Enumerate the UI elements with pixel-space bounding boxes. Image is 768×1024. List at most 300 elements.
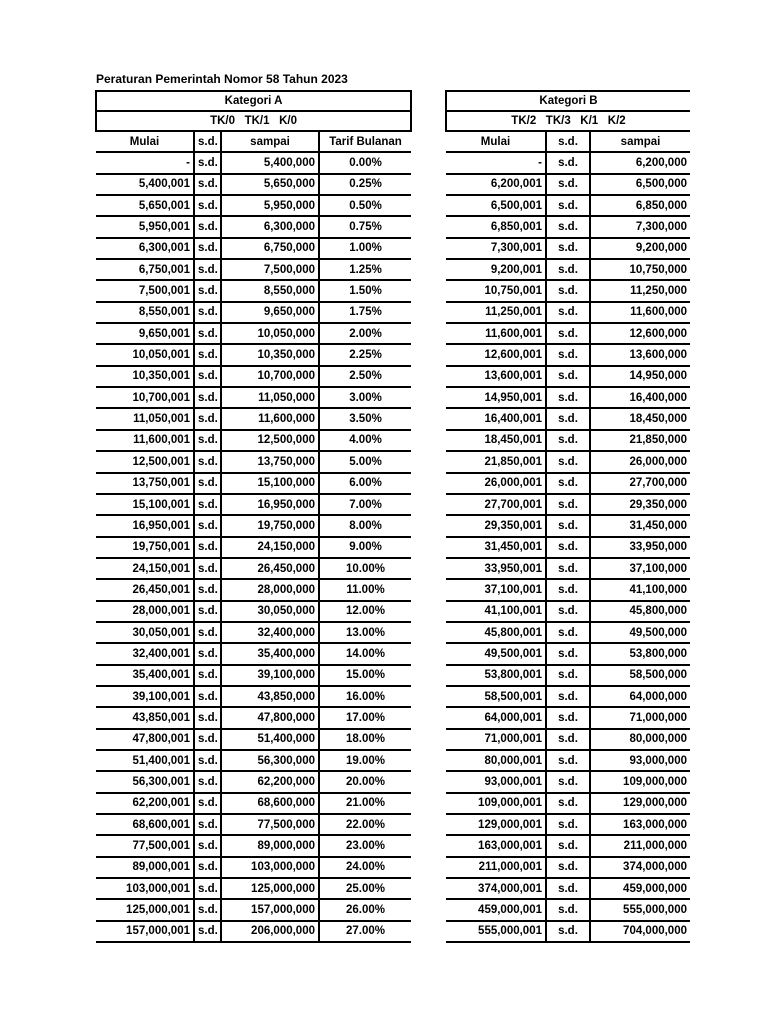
cell-sampai: 39,100,000 <box>221 665 319 686</box>
cell-mulai: 71,000,001 <box>446 729 546 750</box>
cell-sampai: 14,950,000 <box>590 366 690 387</box>
cell-sampai: 7,300,000 <box>590 216 690 237</box>
kategori-b-table <box>445 90 690 943</box>
cell-sd: s.d. <box>546 174 590 195</box>
cell-mulai: 6,500,001 <box>446 195 546 216</box>
cell-mulai: 8,550,001 <box>96 302 194 323</box>
cell-mulai: 21,850,001 <box>446 451 546 472</box>
table-row <box>446 323 690 344</box>
table-row <box>446 451 690 472</box>
table-row <box>96 195 411 216</box>
cell-mulai: 12,600,001 <box>446 344 546 365</box>
cell-mulai: 47,800,001 <box>96 729 194 750</box>
table-row <box>96 216 411 237</box>
cell-sd: s.d. <box>546 408 590 429</box>
cell-mulai: 77,500,001 <box>96 835 194 856</box>
cell-sampai: 6,850,000 <box>590 195 690 216</box>
column-header-sd: s.d. <box>194 131 221 152</box>
table-row <box>446 387 690 408</box>
cell-mulai: 103,000,001 <box>96 878 194 899</box>
cell-mulai: 11,600,001 <box>96 430 194 451</box>
cell-sampai: 5,400,000 <box>221 152 319 173</box>
cell-sampai: 53,800,000 <box>590 643 690 664</box>
cell-mulai: 27,700,001 <box>446 494 546 515</box>
table-row <box>446 899 690 920</box>
cell-mulai: 5,400,001 <box>96 174 194 195</box>
column-header-mulai: Mulai <box>96 131 194 152</box>
cell-sd: s.d. <box>194 280 221 301</box>
cell-mulai: 6,750,001 <box>96 259 194 280</box>
cell-tarif: 5.00% <box>319 451 411 472</box>
table-row <box>446 216 690 237</box>
cell-sd: s.d. <box>546 750 590 771</box>
cell-mulai: - <box>446 152 546 173</box>
cell-tarif: 19.00% <box>319 750 411 771</box>
cell-sd: s.d. <box>194 707 221 728</box>
cell-sd: s.d. <box>194 408 221 429</box>
table-row <box>446 537 690 558</box>
cell-sd: s.d. <box>546 643 590 664</box>
cell-sd: s.d. <box>546 793 590 814</box>
table-row <box>96 857 411 878</box>
table-row <box>446 921 690 942</box>
cell-mulai: 26,000,001 <box>446 473 546 494</box>
cell-mulai: 49,500,001 <box>446 643 546 664</box>
cell-mulai: 9,200,001 <box>446 259 546 280</box>
cell-mulai: 45,800,001 <box>446 622 546 643</box>
cell-sampai: 206,000,000 <box>221 921 319 942</box>
table-row <box>96 451 411 472</box>
cell-sd: s.d. <box>546 451 590 472</box>
cell-mulai: 15,100,001 <box>96 494 194 515</box>
cell-sd: s.d. <box>546 558 590 579</box>
table-row <box>446 622 690 643</box>
cell-sd: s.d. <box>194 174 221 195</box>
kategori-b-status: TK/2 TK/3 K/1 K/2 <box>446 111 690 131</box>
cell-sd: s.d. <box>546 430 590 451</box>
cell-sd: s.d. <box>194 665 221 686</box>
table-row <box>96 387 411 408</box>
cell-sd: s.d. <box>546 771 590 792</box>
kategori-a-column-headers <box>96 131 411 152</box>
cell-tarif: 1.50% <box>319 280 411 301</box>
cell-mulai: 5,950,001 <box>96 216 194 237</box>
cell-sampai: 68,600,000 <box>221 793 319 814</box>
cell-sampai: 11,600,000 <box>590 302 690 323</box>
cell-sd: s.d. <box>194 430 221 451</box>
table-row <box>446 494 690 515</box>
table-row <box>96 494 411 515</box>
cell-sd: s.d. <box>546 387 590 408</box>
cell-sampai: 10,750,000 <box>590 259 690 280</box>
cell-tarif: 26.00% <box>319 899 411 920</box>
cell-sd: s.d. <box>194 921 221 942</box>
cell-tarif: 25.00% <box>319 878 411 899</box>
cell-sd: s.d. <box>194 686 221 707</box>
cell-sd: s.d. <box>546 494 590 515</box>
table-row <box>96 408 411 429</box>
cell-mulai: 53,800,001 <box>446 665 546 686</box>
cell-mulai: 24,150,001 <box>96 558 194 579</box>
cell-mulai: 64,000,001 <box>446 707 546 728</box>
table-row <box>96 558 411 579</box>
table-row <box>96 665 411 686</box>
kategori-a-header-row <box>96 91 411 111</box>
cell-sampai: 31,450,000 <box>590 515 690 536</box>
cell-mulai: 5,650,001 <box>96 195 194 216</box>
cell-mulai: 6,850,001 <box>446 216 546 237</box>
cell-mulai: 62,200,001 <box>96 793 194 814</box>
kategori-a-status-row <box>96 111 411 131</box>
cell-sampai: 51,400,000 <box>221 729 319 750</box>
table-row <box>96 174 411 195</box>
kategori-a-table <box>95 90 412 943</box>
cell-sampai: 64,000,000 <box>590 686 690 707</box>
cell-sampai: 16,400,000 <box>590 387 690 408</box>
table-row <box>446 259 690 280</box>
cell-sampai: 89,000,000 <box>221 835 319 856</box>
cell-sampai: 109,000,000 <box>590 771 690 792</box>
cell-tarif: 3.50% <box>319 408 411 429</box>
table-row <box>446 430 690 451</box>
cell-sd: s.d. <box>194 366 221 387</box>
cell-mulai: - <box>96 152 194 173</box>
cell-tarif: 2.00% <box>319 323 411 344</box>
cell-mulai: 13,600,001 <box>446 366 546 387</box>
kategori-a-status: TK/0 TK/1 K/0 <box>96 111 411 131</box>
cell-tarif: 14.00% <box>319 643 411 664</box>
cell-sampai: 77,500,000 <box>221 814 319 835</box>
cell-sd: s.d. <box>546 238 590 259</box>
table-row <box>446 835 690 856</box>
cell-sd: s.d. <box>194 451 221 472</box>
table-row <box>96 814 411 835</box>
table-row <box>446 814 690 835</box>
cell-tarif: 3.00% <box>319 387 411 408</box>
cell-tarif: 22.00% <box>319 814 411 835</box>
cell-sampai: 13,600,000 <box>590 344 690 365</box>
cell-sd: s.d. <box>546 280 590 301</box>
cell-sampai: 33,950,000 <box>590 537 690 558</box>
cell-mulai: 11,600,001 <box>446 323 546 344</box>
cell-mulai: 93,000,001 <box>446 771 546 792</box>
cell-sampai: 163,000,000 <box>590 814 690 835</box>
cell-sd: s.d. <box>194 259 221 280</box>
cell-sampai: 12,600,000 <box>590 323 690 344</box>
cell-mulai: 51,400,001 <box>96 750 194 771</box>
cell-sampai: 13,750,000 <box>221 451 319 472</box>
column-header-sd: s.d. <box>546 131 590 152</box>
cell-sd: s.d. <box>194 216 221 237</box>
cell-sampai: 56,300,000 <box>221 750 319 771</box>
table-row <box>446 238 690 259</box>
table-row <box>446 686 690 707</box>
table-row <box>446 408 690 429</box>
table-row <box>96 152 411 173</box>
cell-mulai: 6,200,001 <box>446 174 546 195</box>
table-row <box>96 344 411 365</box>
cell-tarif: 6.00% <box>319 473 411 494</box>
column-header-tarif: Tarif Bulanan <box>319 131 411 152</box>
table-row <box>96 878 411 899</box>
table-row <box>446 750 690 771</box>
cell-mulai: 30,050,001 <box>96 622 194 643</box>
cell-sd: s.d. <box>194 537 221 558</box>
cell-mulai: 19,750,001 <box>96 537 194 558</box>
cell-sd: s.d. <box>194 857 221 878</box>
table-row <box>96 515 411 536</box>
cell-mulai: 6,300,001 <box>96 238 194 259</box>
cell-tarif: 7.00% <box>319 494 411 515</box>
cell-sd: s.d. <box>194 387 221 408</box>
cell-sampai: 58,500,000 <box>590 665 690 686</box>
kategori-a-label: Kategori A <box>96 91 411 111</box>
cell-mulai: 555,000,001 <box>446 921 546 942</box>
cell-sampai: 6,200,000 <box>590 152 690 173</box>
cell-sampai: 35,400,000 <box>221 643 319 664</box>
cell-sampai: 5,650,000 <box>221 174 319 195</box>
cell-tarif: 9.00% <box>319 537 411 558</box>
cell-sampai: 45,800,000 <box>590 601 690 622</box>
table-row <box>446 344 690 365</box>
cell-sd: s.d. <box>194 323 221 344</box>
cell-sd: s.d. <box>194 899 221 920</box>
cell-tarif: 21.00% <box>319 793 411 814</box>
cell-tarif: 15.00% <box>319 665 411 686</box>
table-row <box>446 878 690 899</box>
cell-sd: s.d. <box>194 579 221 600</box>
cell-sampai: 10,350,000 <box>221 344 319 365</box>
cell-sd: s.d. <box>546 707 590 728</box>
cell-sd: s.d. <box>194 238 221 259</box>
cell-sd: s.d. <box>546 323 590 344</box>
cell-sd: s.d. <box>546 601 590 622</box>
cell-tarif: 2.50% <box>319 366 411 387</box>
cell-sampai: 374,000,000 <box>590 857 690 878</box>
cell-sd: s.d. <box>546 579 590 600</box>
table-row <box>96 579 411 600</box>
cell-sampai: 12,500,000 <box>221 430 319 451</box>
table-row <box>446 771 690 792</box>
cell-sd: s.d. <box>194 152 221 173</box>
cell-sd: s.d. <box>546 665 590 686</box>
cell-sd: s.d. <box>194 494 221 515</box>
cell-sd: s.d. <box>546 857 590 878</box>
cell-sampai: 11,600,000 <box>221 408 319 429</box>
cell-sd: s.d. <box>546 622 590 643</box>
cell-sd: s.d. <box>546 216 590 237</box>
cell-sampai: 15,100,000 <box>221 473 319 494</box>
cell-sampai: 27,700,000 <box>590 473 690 494</box>
cell-sd: s.d. <box>194 601 221 622</box>
cell-mulai: 129,000,001 <box>446 814 546 835</box>
table-row <box>96 366 411 387</box>
cell-tarif: 27.00% <box>319 921 411 942</box>
kategori-b-label: Kategori B <box>446 91 690 111</box>
cell-mulai: 109,000,001 <box>446 793 546 814</box>
cell-sampai: 459,000,000 <box>590 878 690 899</box>
table-row <box>446 174 690 195</box>
cell-sd: s.d. <box>546 835 590 856</box>
cell-mulai: 28,000,001 <box>96 601 194 622</box>
cell-sd: s.d. <box>546 814 590 835</box>
cell-sampai: 11,050,000 <box>221 387 319 408</box>
cell-sd: s.d. <box>194 835 221 856</box>
cell-sd: s.d. <box>546 366 590 387</box>
cell-sd: s.d. <box>546 515 590 536</box>
table-row <box>446 793 690 814</box>
cell-sd: s.d. <box>194 750 221 771</box>
cell-sampai: 8,550,000 <box>221 280 319 301</box>
cell-sampai: 80,000,000 <box>590 729 690 750</box>
cell-sampai: 37,100,000 <box>590 558 690 579</box>
cell-sampai: 24,150,000 <box>221 537 319 558</box>
cell-tarif: 8.00% <box>319 515 411 536</box>
cell-sampai: 41,100,000 <box>590 579 690 600</box>
table-row <box>96 601 411 622</box>
cell-mulai: 41,100,001 <box>446 601 546 622</box>
cell-tarif: 4.00% <box>319 430 411 451</box>
cell-sampai: 9,200,000 <box>590 238 690 259</box>
cell-sampai: 10,700,000 <box>221 366 319 387</box>
cell-sampai: 211,000,000 <box>590 835 690 856</box>
cell-mulai: 31,450,001 <box>446 537 546 558</box>
cell-sd: s.d. <box>194 558 221 579</box>
cell-mulai: 80,000,001 <box>446 750 546 771</box>
table-row <box>96 323 411 344</box>
cell-sampai: 29,350,000 <box>590 494 690 515</box>
table-row <box>446 366 690 387</box>
cell-tarif: 18.00% <box>319 729 411 750</box>
cell-sd: s.d. <box>194 622 221 643</box>
cell-mulai: 10,750,001 <box>446 280 546 301</box>
cell-sampai: 93,000,000 <box>590 750 690 771</box>
table-row <box>96 899 411 920</box>
cell-sampai: 103,000,000 <box>221 857 319 878</box>
cell-mulai: 37,100,001 <box>446 579 546 600</box>
table-row <box>446 857 690 878</box>
cell-sd: s.d. <box>546 473 590 494</box>
cell-mulai: 10,700,001 <box>96 387 194 408</box>
cell-mulai: 39,100,001 <box>96 686 194 707</box>
cell-mulai: 33,950,001 <box>446 558 546 579</box>
cell-sampai: 30,050,000 <box>221 601 319 622</box>
cell-sampai: 47,800,000 <box>221 707 319 728</box>
cell-sd: s.d. <box>546 195 590 216</box>
cell-sampai: 5,950,000 <box>221 195 319 216</box>
cell-mulai: 12,500,001 <box>96 451 194 472</box>
table-row <box>446 665 690 686</box>
table-row <box>446 473 690 494</box>
cell-sampai: 157,000,000 <box>221 899 319 920</box>
table-row <box>96 643 411 664</box>
table-row <box>446 707 690 728</box>
cell-sd: s.d. <box>194 878 221 899</box>
kategori-b-header-row <box>446 91 690 111</box>
cell-tarif: 0.75% <box>319 216 411 237</box>
cell-mulai: 9,650,001 <box>96 323 194 344</box>
cell-tarif: 23.00% <box>319 835 411 856</box>
cell-mulai: 35,400,001 <box>96 665 194 686</box>
cell-sd: s.d. <box>546 302 590 323</box>
cell-mulai: 374,000,001 <box>446 878 546 899</box>
table-row <box>96 280 411 301</box>
cell-sampai: 704,000,000 <box>590 921 690 942</box>
cell-tarif: 11.00% <box>319 579 411 600</box>
cell-sampai: 6,300,000 <box>221 216 319 237</box>
cell-sampai: 16,950,000 <box>221 494 319 515</box>
cell-sd: s.d. <box>194 771 221 792</box>
cell-mulai: 157,000,001 <box>96 921 194 942</box>
cell-mulai: 26,450,001 <box>96 579 194 600</box>
table-row <box>446 729 690 750</box>
cell-tarif: 13.00% <box>319 622 411 643</box>
cell-mulai: 11,250,001 <box>446 302 546 323</box>
cell-sampai: 19,750,000 <box>221 515 319 536</box>
cell-mulai: 89,000,001 <box>96 857 194 878</box>
cell-tarif: 0.00% <box>319 152 411 173</box>
cell-mulai: 29,350,001 <box>446 515 546 536</box>
table-row <box>96 686 411 707</box>
column-header-sampai: sampai <box>590 131 690 152</box>
cell-tarif: 16.00% <box>319 686 411 707</box>
cell-mulai: 10,350,001 <box>96 366 194 387</box>
table-row <box>446 280 690 301</box>
cell-sampai: 10,050,000 <box>221 323 319 344</box>
cell-mulai: 11,050,001 <box>96 408 194 429</box>
cell-tarif: 1.25% <box>319 259 411 280</box>
table-row <box>446 643 690 664</box>
cell-mulai: 68,600,001 <box>96 814 194 835</box>
table-row <box>96 430 411 451</box>
cell-sd: s.d. <box>194 473 221 494</box>
table-row <box>96 622 411 643</box>
cell-sampai: 28,000,000 <box>221 579 319 600</box>
cell-sd: s.d. <box>194 344 221 365</box>
cell-sampai: 125,000,000 <box>221 878 319 899</box>
cell-sd: s.d. <box>546 152 590 173</box>
cell-sampai: 7,500,000 <box>221 259 319 280</box>
cell-sampai: 26,000,000 <box>590 451 690 472</box>
kategori-b-column-headers <box>446 131 690 152</box>
cell-mulai: 7,300,001 <box>446 238 546 259</box>
cell-mulai: 56,300,001 <box>96 771 194 792</box>
cell-sd: s.d. <box>546 729 590 750</box>
cell-tarif: 0.25% <box>319 174 411 195</box>
cell-sampai: 18,450,000 <box>590 408 690 429</box>
table-row <box>96 729 411 750</box>
table-row <box>446 601 690 622</box>
cell-tarif: 12.00% <box>319 601 411 622</box>
cell-sd: s.d. <box>546 899 590 920</box>
cell-sampai: 9,650,000 <box>221 302 319 323</box>
table-row <box>96 238 411 259</box>
cell-sd: s.d. <box>546 921 590 942</box>
cell-sampai: 26,450,000 <box>221 558 319 579</box>
column-header-sampai: sampai <box>221 131 319 152</box>
cell-tarif: 1.00% <box>319 238 411 259</box>
cell-sd: s.d. <box>194 643 221 664</box>
cell-tarif: 10.00% <box>319 558 411 579</box>
document-title: Peraturan Pemerintah Nomor 58 Tahun 2023 <box>96 72 348 86</box>
cell-mulai: 18,450,001 <box>446 430 546 451</box>
table-row <box>446 195 690 216</box>
table-row <box>446 515 690 536</box>
cell-mulai: 459,000,001 <box>446 899 546 920</box>
cell-tarif: 17.00% <box>319 707 411 728</box>
cell-mulai: 125,000,001 <box>96 899 194 920</box>
cell-sd: s.d. <box>194 814 221 835</box>
